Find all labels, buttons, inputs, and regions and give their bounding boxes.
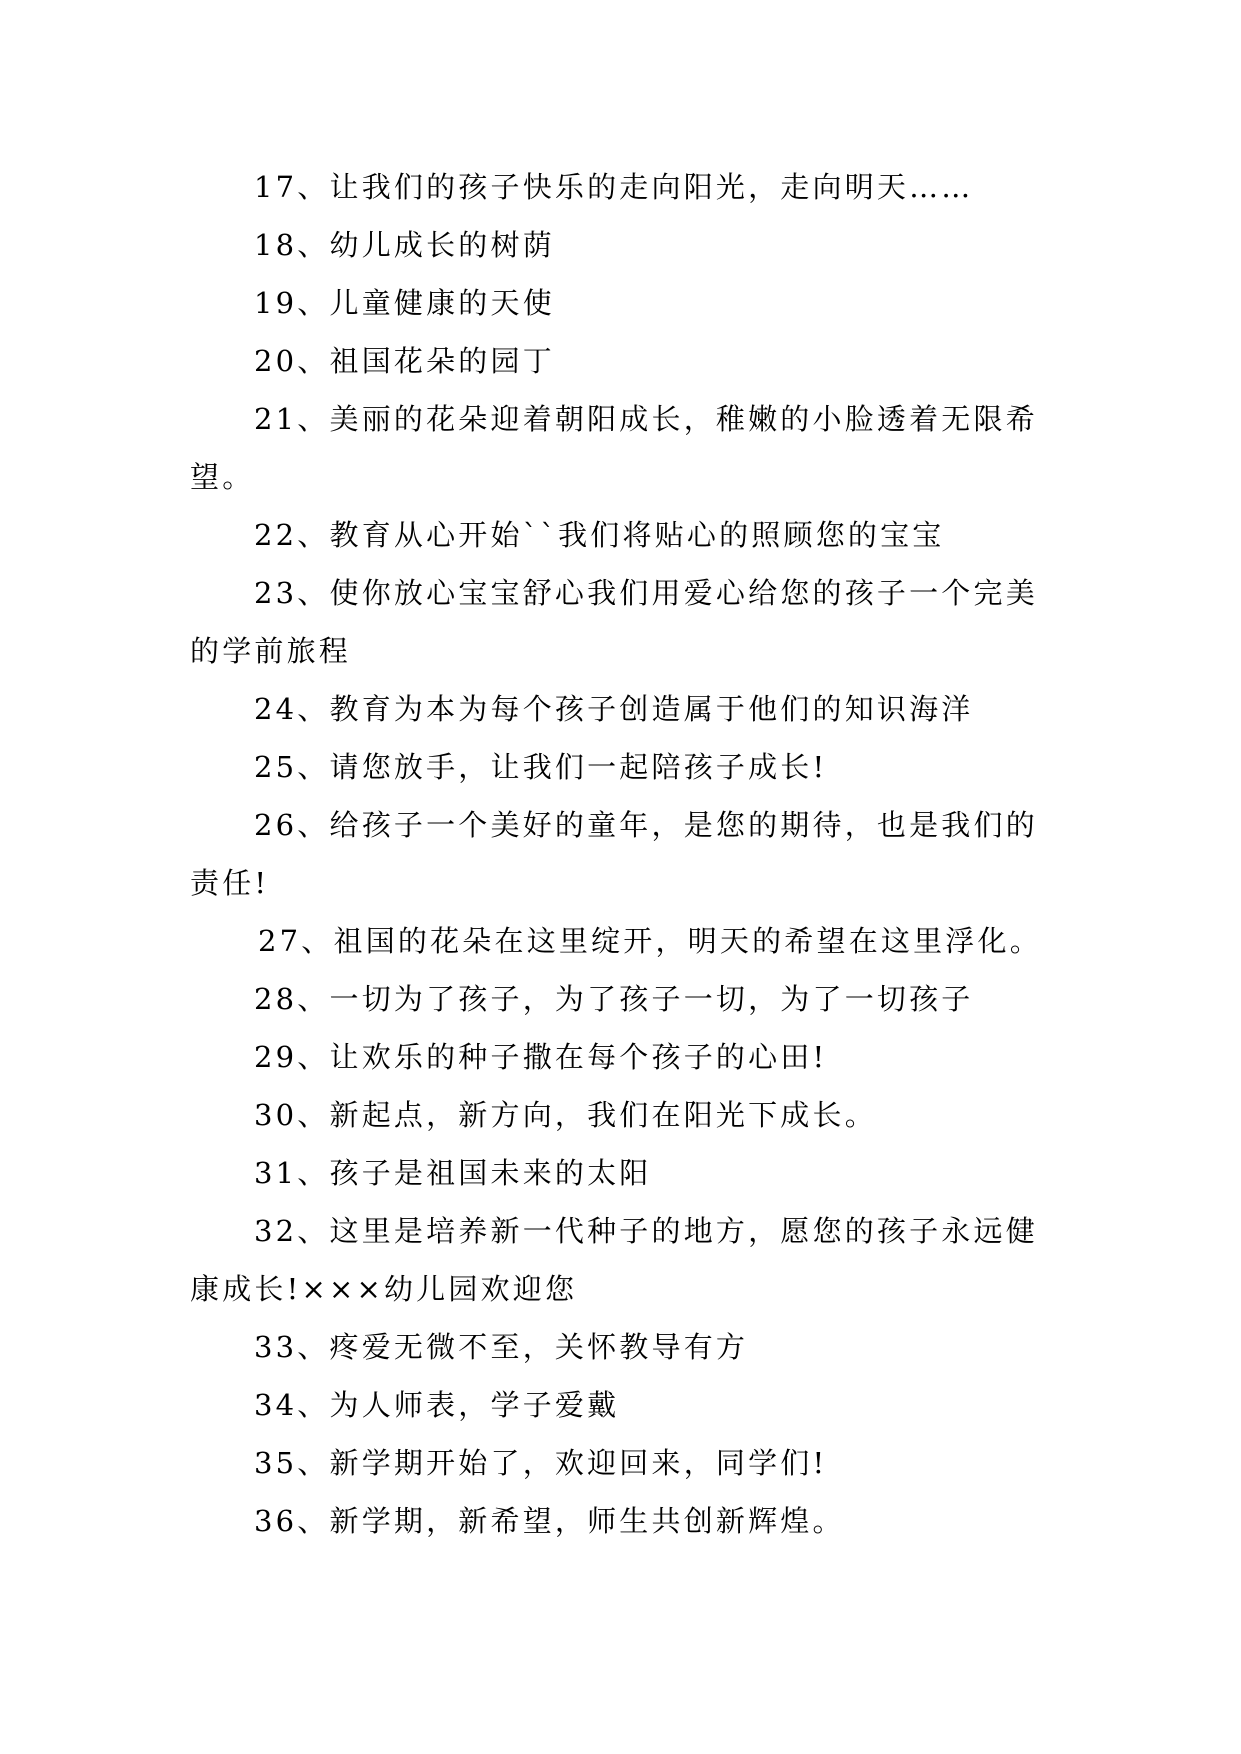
list-item: 22、教育从心开始``我们将贴心的照顾您的宝宝 [254, 518, 945, 552]
list-item: 31、孩子是祖国未来的太阳 [254, 1156, 652, 1190]
list-item: 25、请您放手，让我们一起陪孩子成长! [254, 750, 828, 784]
list-item: 28、一切为了孩子，为了孩子一切，为了一切孩子 [254, 982, 974, 1016]
list-item: 19、儿童健康的天使 [254, 286, 555, 320]
list-item: 26、给孩子一个美好的童年，是您的期待，也是我们的责任! [190, 808, 1038, 900]
list-item: 18、幼儿成长的树荫 [254, 228, 555, 262]
list-item: 34、为人师表，学子爱戴 [254, 1388, 620, 1422]
list-item: 23、使你放心宝宝舒心我们用爱心给您的孩子一个完美的学前旅程 [190, 576, 1038, 668]
list-item: 30、新起点，新方向，我们在阳光下成长。 [254, 1098, 877, 1132]
list-item: 17、让我们的孩子快乐的走向阳光，走向明天…… [254, 170, 974, 204]
list-item: 35、新学期开始了，欢迎回来，同学们! [254, 1446, 828, 1480]
list-item: 36、新学期，新希望，师生共创新辉煌。 [254, 1504, 845, 1538]
list-item: 20、祖国花朵的园丁 [254, 344, 555, 378]
list-item: 24、教育为本为每个孩子创造属于他们的知识海洋 [254, 692, 974, 726]
list-item: 27、祖国的花朵在这里绽开，明天的希望在这里浮化。 [258, 924, 1042, 958]
list-item: 21、美丽的花朵迎着朝阳成长，稚嫩的小脸透着无限希望。 [190, 402, 1038, 494]
slogan-list [190, 158, 1060, 1550]
list-item: 29、让欢乐的种子撒在每个孩子的心田! [254, 1040, 828, 1074]
list-item: 32、这里是培养新一代种子的地方，愿您的孩子永远健康成长!×××幼儿园欢迎您 [190, 1214, 1038, 1306]
list-item: 33、疼爱无微不至，关怀教导有方 [254, 1330, 749, 1364]
